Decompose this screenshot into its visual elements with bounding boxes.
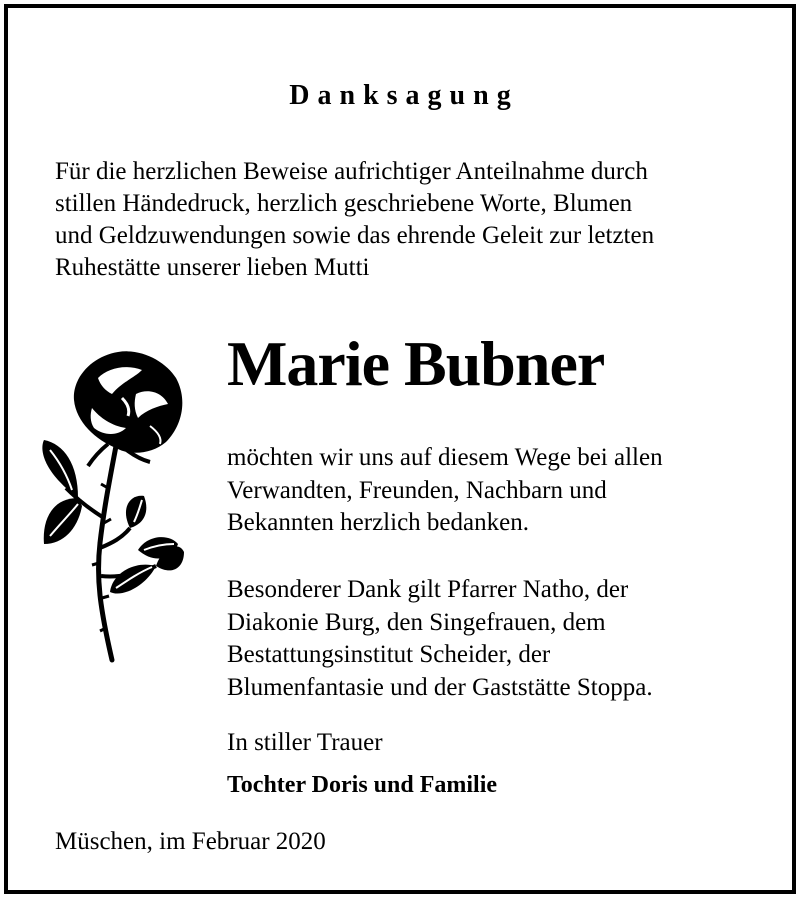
notice-title: Danksagung [289,80,519,111]
intro-line: Für die herzlichen Beweise aufrichtiger Anteilnahme durch [55,158,648,185]
special-thanks-line: Diakonie Burg, den Singefrauen, dem [227,608,606,636]
family-signature: Tochter Doris und Familie [227,772,498,798]
intro-line: stillen Händedruck, herzlich geschriebene Worte, Blumen [55,190,633,217]
thanks-paragraph [227,442,767,540]
intro-line: und Geldzuwendungen sowie das ehrende Geleit zur letzten [55,222,655,249]
rose-icon [38,348,188,666]
special-thanks-line: Besonderer Dank gilt Pfarrer Natho, der [227,576,629,603]
mourning-phrase: In stiller Trauer [227,729,383,756]
thanks-line: Bekannten herzlich bedanken. [227,509,529,536]
thanks-line: möchten wir uns auf diesem Wege bei allen [227,444,663,471]
intro-paragraph [55,156,755,284]
intro-line: Ruhestätte unserer lieben Mutti [55,254,370,281]
special-thanks-line: Blumenfantasie und der Gaststätte Stoppa. [227,673,653,701]
place-date: Müschen, im Februar 2020 [55,828,326,855]
special-thanks-line: Bestattungsinstitut Scheider, der [227,641,551,668]
thanks-line: Verwandten, Freunden, Nachbarn und [227,476,607,504]
special-thanks-paragraph [227,574,767,704]
deceased-name: Marie Bubner [227,328,605,399]
